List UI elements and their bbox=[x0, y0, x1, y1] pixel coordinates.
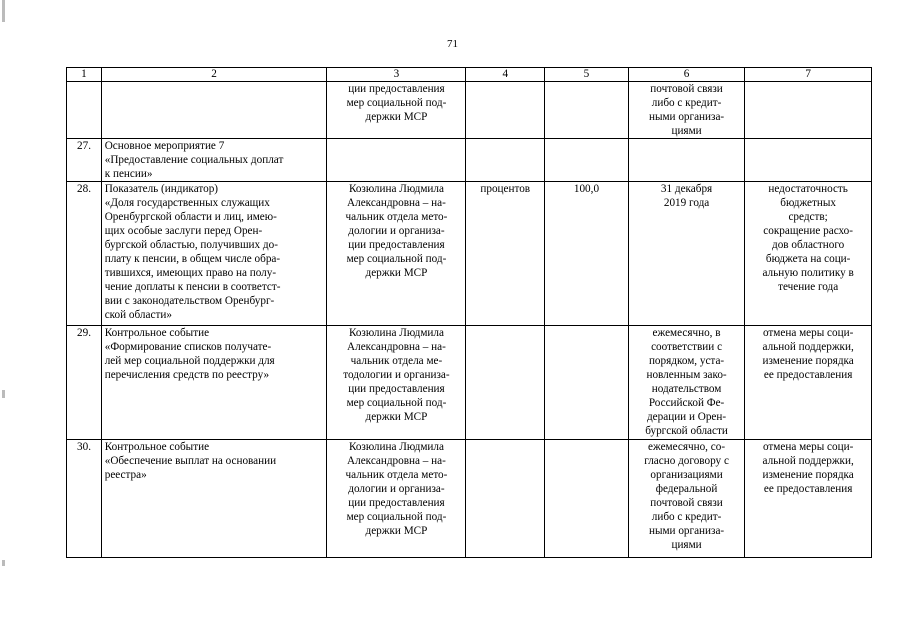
text-line: держки МСР bbox=[365, 267, 428, 279]
text-line: Александровна – на- bbox=[347, 197, 446, 209]
text-line: федеральной bbox=[655, 483, 718, 495]
risks-cell bbox=[745, 182, 872, 326]
text-line: мер социальной под- bbox=[346, 511, 447, 523]
text-line: мер социальной под- bbox=[346, 97, 447, 109]
text-line: бургской области bbox=[645, 425, 728, 437]
unit-cell bbox=[466, 139, 545, 182]
column-number: 1 bbox=[67, 68, 102, 82]
risks-cell bbox=[745, 326, 872, 440]
table-row bbox=[67, 182, 872, 326]
text-line: дов областного bbox=[772, 239, 845, 251]
deadline-cell bbox=[628, 182, 744, 326]
event-name-cell bbox=[101, 182, 327, 326]
text-line: чение доплаты к пенсии в соответст- bbox=[104, 281, 281, 293]
responsible-cell bbox=[327, 440, 466, 558]
responsible-cell bbox=[327, 139, 466, 182]
text-line: изменение порядка bbox=[762, 355, 854, 367]
text-line: перечисления средств по реестру» bbox=[104, 369, 270, 381]
unit-cell bbox=[466, 440, 545, 558]
scan-margin-mark bbox=[2, 390, 5, 398]
unit-cell bbox=[466, 326, 545, 440]
text-line: ее предоставления bbox=[763, 483, 853, 495]
text-line: тившихся, имеющих право на полу- bbox=[104, 267, 277, 279]
text-line: бургской областью, получивших до- bbox=[104, 239, 278, 251]
text-line: Александровна – на- bbox=[347, 341, 446, 353]
text-line: недостаточность bbox=[768, 183, 848, 195]
text-line: циями bbox=[671, 125, 702, 137]
value-cell bbox=[545, 326, 629, 440]
table-row bbox=[67, 440, 872, 558]
text-line: бюджета на соци- bbox=[765, 253, 851, 265]
text-line: ции предоставления bbox=[348, 239, 445, 251]
text-line: Российской Фе- bbox=[648, 397, 725, 409]
text-line: дологии и организа- bbox=[348, 483, 445, 495]
risks-cell bbox=[745, 440, 872, 558]
row-number: 27. bbox=[67, 139, 102, 182]
text-line: Контрольное событие bbox=[104, 327, 210, 339]
text-line: Козюлина Людмила bbox=[348, 441, 444, 453]
deadline-cell bbox=[628, 326, 744, 440]
plan-table bbox=[66, 67, 872, 558]
text-line: чальник отдела мето- bbox=[345, 469, 448, 481]
text-line: циями bbox=[671, 539, 702, 551]
text-line: щих особые заслуги перед Орен- bbox=[104, 225, 263, 237]
text-line: бюджетных bbox=[780, 197, 836, 209]
row-number: 28. bbox=[67, 182, 102, 326]
event-name-cell bbox=[101, 440, 327, 558]
text-line: реестра» bbox=[104, 469, 147, 481]
page-number: 71 bbox=[447, 38, 458, 50]
text-line: ными организа- bbox=[648, 111, 725, 123]
text-line: чальник отдела мето- bbox=[345, 211, 448, 223]
text-line: ее предоставления bbox=[763, 369, 853, 381]
text-line: держки МСР bbox=[365, 111, 428, 123]
text-line: Козюлина Людмила bbox=[348, 327, 444, 339]
event-name-cell bbox=[101, 326, 327, 440]
text-line: почтовой связи bbox=[650, 83, 723, 95]
column-number: 5 bbox=[545, 68, 629, 82]
deadline-cell bbox=[628, 82, 744, 139]
column-number: 2 bbox=[101, 68, 327, 82]
text-line: плату к пенсии, в общем числе обра- bbox=[104, 253, 281, 265]
text-line: альной поддержки, bbox=[762, 455, 854, 467]
text-line: дологии и организа- bbox=[348, 225, 445, 237]
deadline-cell bbox=[628, 139, 744, 182]
text-line: ежемесячно, со- bbox=[648, 441, 726, 453]
text-line: к пенсии» bbox=[104, 168, 153, 180]
column-number: 6 bbox=[628, 68, 744, 82]
text-line: ской области» bbox=[104, 309, 172, 321]
text-line: «Предоставление социальных доплат bbox=[104, 154, 284, 166]
scan-margin-mark bbox=[2, 0, 5, 22]
responsible-cell bbox=[327, 82, 466, 139]
text-line: нодательством bbox=[651, 383, 722, 395]
value-cell: 100,0 bbox=[545, 182, 629, 326]
table-row bbox=[67, 326, 872, 440]
value-cell bbox=[545, 440, 629, 558]
text-line: держки МСР bbox=[365, 525, 428, 537]
scan-margin-mark bbox=[2, 560, 5, 566]
event-name-cell bbox=[101, 82, 327, 139]
text-line: чальник отдела ме- bbox=[350, 355, 443, 367]
text-line: ции предоставления bbox=[348, 83, 445, 95]
table-row bbox=[67, 82, 872, 139]
table-row bbox=[67, 139, 872, 182]
text-line: ными организа- bbox=[648, 525, 725, 537]
risks-cell bbox=[745, 82, 872, 139]
text-line: порядком, уста- bbox=[648, 355, 725, 367]
responsible-cell bbox=[327, 182, 466, 326]
value-cell bbox=[545, 82, 629, 139]
row-number bbox=[67, 82, 102, 139]
text-line: «Формирование списков получате- bbox=[104, 341, 272, 353]
text-line: средств; bbox=[788, 211, 828, 223]
event-name-cell bbox=[101, 139, 327, 182]
text-line: организациями bbox=[650, 469, 723, 481]
text-line: тодологии и организа- bbox=[343, 369, 450, 381]
text-line: течение года bbox=[778, 281, 839, 293]
text-line: 2019 года bbox=[663, 197, 710, 209]
text-line: лей мер социальной поддержки для bbox=[104, 355, 275, 367]
text-line: 31 декабря bbox=[660, 183, 713, 195]
text-line: держки МСР bbox=[365, 411, 428, 423]
text-line: Контрольное событие bbox=[104, 441, 210, 453]
text-line: ции предоставления bbox=[348, 383, 445, 395]
text-line: вии с законодательством Оренбург- bbox=[104, 295, 275, 307]
unit-cell bbox=[466, 82, 545, 139]
text-line: альную политику в bbox=[762, 267, 854, 279]
value-cell bbox=[545, 139, 629, 182]
text-line: соответствии с bbox=[651, 341, 723, 353]
text-line: «Доля государственных служащих bbox=[104, 197, 270, 209]
text-line: изменение порядка bbox=[762, 469, 854, 481]
text-line: Показатель (индикатор) bbox=[104, 183, 219, 195]
row-number: 30. bbox=[67, 440, 102, 558]
column-number: 3 bbox=[327, 68, 466, 82]
text-line: сокращение расхо- bbox=[763, 225, 853, 237]
risks-cell bbox=[745, 139, 872, 182]
row-number: 29. bbox=[67, 326, 102, 440]
text-line: Основное мероприятие 7 bbox=[104, 140, 225, 152]
text-line: отмена меры соци- bbox=[762, 441, 854, 453]
text-line: Александровна – на- bbox=[347, 455, 446, 467]
column-number: 7 bbox=[745, 68, 872, 82]
text-line: новленным зако- bbox=[646, 369, 727, 381]
text-line: либо с кредит- bbox=[651, 97, 722, 109]
text-line: мер социальной под- bbox=[346, 253, 447, 265]
text-line: Козюлина Людмила bbox=[348, 183, 444, 195]
text-line: гласно договору с bbox=[644, 455, 729, 467]
text-line: либо с кредит- bbox=[651, 511, 722, 523]
column-number: 4 bbox=[466, 68, 545, 82]
text-line: Оренбургской области и лиц, имею- bbox=[104, 211, 277, 223]
deadline-cell bbox=[628, 440, 744, 558]
text-line: «Обеспечение выплат на основании bbox=[104, 455, 277, 467]
text-line: мер социальной под- bbox=[346, 397, 447, 409]
unit-cell: процентов bbox=[466, 182, 545, 326]
responsible-cell bbox=[327, 326, 466, 440]
text-line: отмена меры соци- bbox=[762, 327, 854, 339]
text-line: альной поддержки, bbox=[762, 341, 854, 353]
text-line: ежемесячно, в bbox=[652, 327, 721, 339]
text-line: ции предоставления bbox=[348, 497, 445, 509]
text-line: дерации и Орен- bbox=[646, 411, 727, 423]
column-number-row bbox=[67, 68, 872, 82]
text-line: почтовой связи bbox=[650, 497, 723, 509]
